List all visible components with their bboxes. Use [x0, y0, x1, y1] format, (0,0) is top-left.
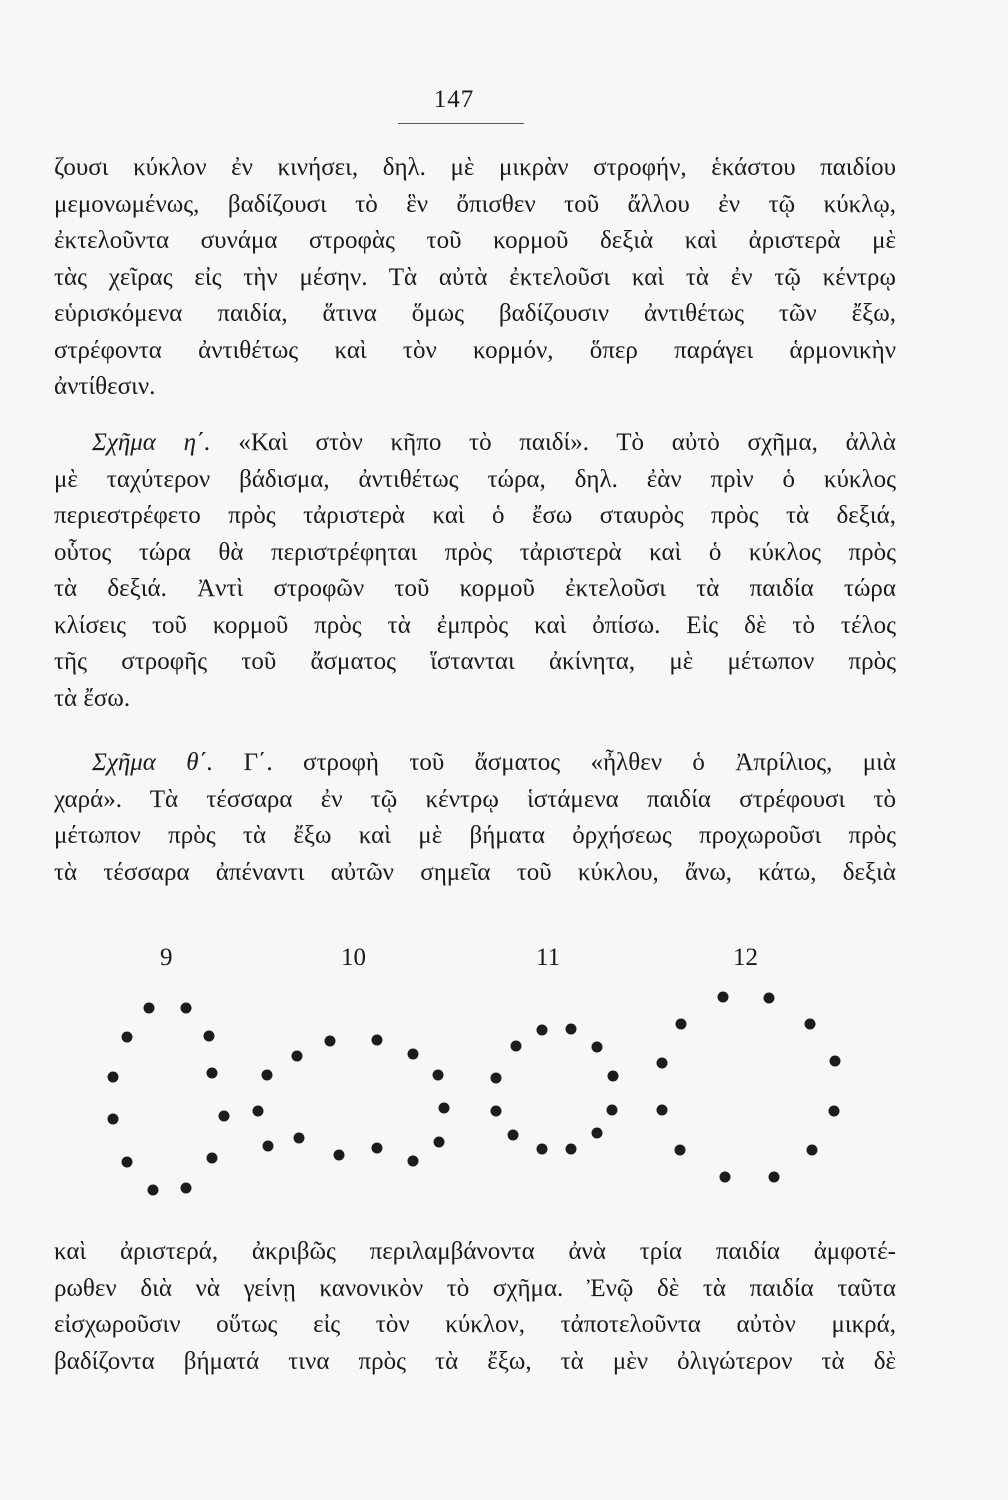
child-dot	[408, 1156, 419, 1167]
child-dot	[537, 1025, 548, 1036]
child-dot	[657, 1105, 668, 1116]
page-number: 147	[433, 86, 475, 113]
child-dot	[566, 1024, 577, 1035]
child-dot	[607, 1105, 618, 1116]
child-dot	[408, 1049, 419, 1060]
child-dot	[439, 1103, 450, 1114]
child-dot	[334, 1150, 345, 1161]
formation-dots	[0, 930, 1008, 1220]
formation-12	[657, 992, 841, 1183]
child-dot	[718, 992, 729, 1003]
child-dot	[676, 1019, 687, 1030]
child-dot	[720, 1172, 731, 1183]
child-dot	[262, 1070, 273, 1081]
child-dot	[537, 1144, 548, 1155]
child-dot	[294, 1133, 305, 1144]
child-dot	[491, 1106, 502, 1117]
child-dot	[657, 1058, 668, 1069]
figure-label: 9	[160, 944, 173, 971]
text-line: χαρά». Τὰ τέσσαρα ἐν τῷ κέντρῳ ἱστάμενα παιδία στρέφουσι τὸ	[54, 785, 896, 813]
child-dot	[769, 1172, 780, 1183]
text-line: ρωθεν διὰ νὰ γείνῃ κανονικὸν τὸ σχῆμα. Ἐνῷ δὲ τὰ παιδία ταῦτα	[54, 1274, 896, 1302]
child-dot	[325, 1036, 336, 1047]
child-dot	[508, 1130, 519, 1141]
child-dot	[592, 1128, 603, 1139]
dance-formation-diagrams	[0, 930, 1008, 1220]
child-dot	[181, 1183, 192, 1194]
text-line-content: «Καὶ στὸν κῆπο τὸ παιδί». Τὸ αὐτὸ σχῆμα, ἀλλὰ	[238, 429, 896, 456]
child-dot	[219, 1111, 230, 1122]
paragraph-bottom	[54, 1234, 896, 1380]
figure-label: 12	[733, 944, 758, 971]
figure-label: 11	[536, 944, 561, 971]
child-dot	[830, 1056, 841, 1067]
child-dot	[608, 1071, 619, 1082]
child-dot	[491, 1073, 502, 1084]
child-dot	[675, 1145, 686, 1156]
child-dot	[108, 1114, 119, 1125]
child-dot	[148, 1185, 159, 1196]
text-line: τὰ δεξιά. Ἀντὶ στροφῶν τοῦ κορμοῦ ἐκτελοῦσι τὰ παιδία τώρα	[54, 575, 896, 602]
text-line	[54, 425, 896, 462]
text-line: τὰ τέσσαρα ἀπέναντι αὐτῶν σημεῖα τοῦ κύκλου, ἄνω, κάτω, δεξιὰ	[54, 858, 896, 886]
child-dot	[592, 1042, 603, 1053]
text-line: τῆς στροφῆς τοῦ ἄσματος ἵστανται ἀκίνητα, μὲ μέτωπον πρὸς	[54, 648, 896, 675]
text-line: ζουσι κύκλον ἐν κινήσει, δηλ. μὲ μικρὰν στροφήν, ἑκάστου παιδίου	[54, 154, 896, 181]
child-dot	[253, 1106, 264, 1117]
formation-9	[108, 1003, 230, 1196]
text-line: τὰ ἔσω.	[54, 684, 131, 712]
text-line-content: Γ΄. στροφὴ τοῦ ἄσματος «ἦλθεν ὁ Ἀπρίλιος, μιὰ	[243, 749, 896, 776]
text-line: εὑρισκόμενα παιδία, ἅτινα ὅμως βαδίζουσιν ἀντιθέτως τῶν ἔξω,	[54, 300, 896, 327]
text-line: μεμονωμένως, βαδίζουσι τὸ ἓν ὄπισθεν τοῦ ἄλλου ἐν τῷ κύκλῳ,	[54, 190, 896, 218]
text-line: ἐκτελοῦντα συνάμα στροφὰς τοῦ κορμοῦ δεξιὰ καὶ ἀριστερὰ μὲ	[54, 227, 896, 254]
child-dot	[372, 1143, 383, 1154]
text-line: στρέφοντα ἀντιθέτως καὶ τὸν κορμόν, ὅπερ παράγει ἁρμονικὴν	[54, 336, 896, 364]
child-dot	[764, 993, 775, 1004]
text-line: μέτωπον πρὸς τὰ ἔξω καὶ μὲ βήματα ὀρχήσεως προχωροῦσι πρὸς	[54, 822, 896, 849]
child-dot	[122, 1157, 133, 1168]
child-dot	[108, 1072, 119, 1083]
text-line: βαδίζοντα βήματά τινα πρὸς τὰ ἔξω, τὰ μὲν ὀλιγώτερον τὰ δὲ	[54, 1347, 896, 1375]
text-line: καὶ ἀριστερά, ἀκριβῶς περιλαμβάνοντα ἀνὰ τρία παιδία ἀμφοτέ-	[54, 1238, 896, 1265]
header-rule	[398, 123, 524, 124]
text-line: οὗτος τώρα θὰ περιστρέφηται πρὸς τἀριστερὰ καὶ ὁ κύκλος πρὸς	[54, 538, 896, 566]
child-dot	[807, 1145, 818, 1156]
text-line: περιεστρέφετο πρὸς τἀριστερὰ καὶ ὁ ἔσω σταυρὸς πρὸς τὰ δεξιά,	[54, 502, 896, 529]
child-dot	[122, 1032, 133, 1043]
text-line	[54, 745, 896, 782]
text-line: ἀντίθεσιν.	[54, 373, 156, 400]
schema-heading: Σχῆμα θ΄.	[92, 749, 214, 776]
child-dot	[144, 1003, 155, 1014]
child-dot	[204, 1031, 215, 1042]
child-dot	[372, 1035, 383, 1046]
child-dot	[434, 1137, 445, 1148]
child-dot	[829, 1106, 840, 1117]
child-dot	[511, 1041, 522, 1052]
text-line: εἰσχωροῦσιν οὕτως εἰς τὸν κύκλον, τἀποτελοῦντα αὐτὸν μικρά,	[54, 1311, 896, 1338]
child-dot	[805, 1019, 816, 1030]
paragraph-top	[54, 150, 896, 406]
schema-heading: Σχῆμα η΄.	[92, 429, 211, 456]
formation-10	[253, 1035, 450, 1167]
paragraph-schema-theta	[54, 745, 896, 891]
text-line: τὰς χεῖρας εἰς τὴν μέσην. Τὰ αὐτὰ ἐκτελοῦσι καὶ τὰ ἐν τῷ κέντρῳ	[54, 263, 896, 291]
child-dot	[263, 1141, 274, 1152]
text-line: κλίσεις τοῦ κορμοῦ πρὸς τὰ ἐμπρὸς καὶ ὀπίσω. Εἰς δὲ τὸ τέλος	[54, 611, 896, 639]
child-dot	[433, 1070, 444, 1081]
formation-11	[491, 1024, 668, 1155]
child-dot	[292, 1051, 303, 1062]
child-dot	[181, 1003, 192, 1014]
child-dot	[566, 1144, 577, 1155]
figure-label: 10	[341, 944, 366, 971]
text-line: μὲ ταχύτερον βάδισμα, ἀντιθέτως τώρα, δηλ. ἐὰν πρὶν ὁ κύκλος	[54, 465, 896, 493]
paragraph-schema-eta	[54, 425, 896, 717]
child-dot	[207, 1068, 218, 1079]
child-dot	[207, 1153, 218, 1164]
